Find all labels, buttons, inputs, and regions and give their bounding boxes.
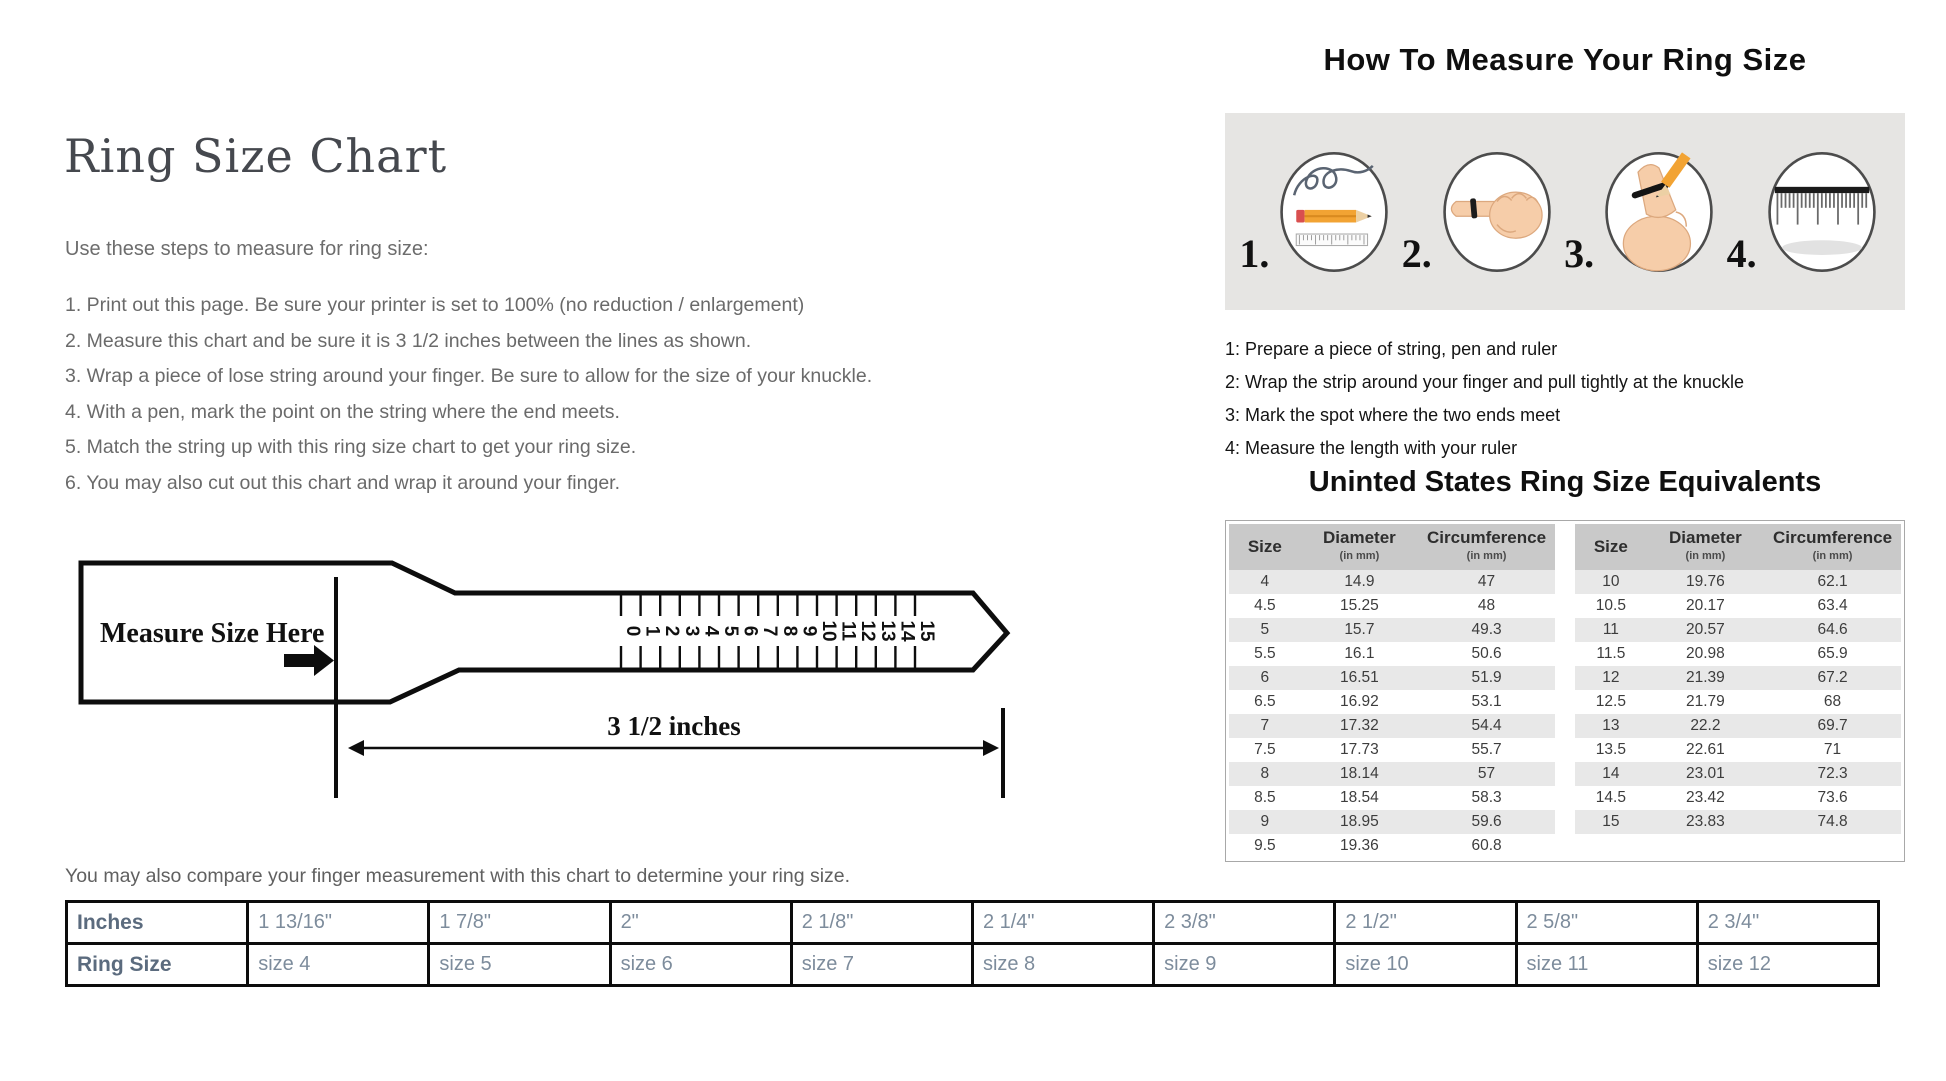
table-row <box>1575 666 1901 690</box>
table-header-circumference: Circumference (in mm) <box>1418 524 1555 570</box>
table-cell: 21.79 <box>1686 693 1725 710</box>
ruler-tick-label: 7 <box>759 625 781 637</box>
table-cell: 10 <box>1575 570 1647 594</box>
instruction-step: 2. Measure this chart and be sure it is 3 1/2 inches between the lines as shown. <box>65 329 752 352</box>
table-cell: 6.5 <box>1254 693 1276 710</box>
ruler-tick-label: 4 <box>700 625 722 637</box>
howto-illustration-3 <box>1564 147 1718 277</box>
howto-step-number: 4. <box>1726 230 1757 276</box>
table-cell <box>1647 834 1764 858</box>
table-cell: 19.76 <box>1647 570 1764 594</box>
table-cell: 53.1 <box>1471 693 1502 710</box>
table-cell: 11 <box>1575 618 1647 642</box>
table-cell: 8.5 <box>1254 789 1276 806</box>
ruler-tick-label: 2 <box>661 625 683 637</box>
ring-size-cell: size 6 <box>610 944 791 986</box>
table-header-size: Size <box>1575 524 1647 570</box>
table-cell: 7.5 <box>1254 741 1276 758</box>
table-row <box>1575 714 1901 738</box>
table-cell: 18.54 <box>1340 789 1379 806</box>
table-cell: 5 <box>1229 618 1301 642</box>
table-cell: 68 <box>1823 693 1842 710</box>
table-header-row <box>1575 524 1901 570</box>
inches-cell: 2 3/4" <box>1697 902 1878 944</box>
table-cell: 6 <box>1229 666 1301 690</box>
table-cell: 23.01 <box>1647 762 1764 786</box>
unit-label: (in mm) <box>1339 550 1380 562</box>
howto-step-number: 1. <box>1239 230 1270 276</box>
table-row <box>1575 690 1901 714</box>
table-row <box>1575 642 1901 666</box>
table-cell: 73.6 <box>1817 789 1848 806</box>
ruler-tick-label: 13 <box>876 620 898 642</box>
table-row <box>1229 714 1555 738</box>
table-cell: 55.7 <box>1471 741 1502 758</box>
ring-size-cell: size 9 <box>1154 944 1335 986</box>
table-cell <box>1575 834 1647 858</box>
table-cell: 65.9 <box>1817 645 1848 662</box>
table-cell: 22.61 <box>1686 741 1725 758</box>
table-cell: 7 <box>1229 714 1301 738</box>
inches-cell: 2 1/2" <box>1335 902 1516 944</box>
table-row <box>1229 570 1555 594</box>
table-cell: 9 <box>1229 810 1301 834</box>
ruler-tick-label: 1 <box>641 625 663 637</box>
howto-step-number: 3. <box>1564 230 1595 276</box>
inches-cell: 2 1/8" <box>791 902 972 944</box>
table-row <box>1575 594 1901 618</box>
table-row <box>1229 618 1555 642</box>
table-row <box>1575 834 1901 858</box>
table-cell: 60.8 <box>1471 837 1502 854</box>
table-cell: 71 <box>1823 741 1842 758</box>
howto-title: How To Measure Your Ring Size <box>1323 42 1807 77</box>
inches-cell: 2" <box>610 902 791 944</box>
instruction-step: 5. Match the string up with this ring size chart to get your ring size. <box>65 436 637 458</box>
inches-cell: 1 7/8" <box>429 902 610 944</box>
inches-row-label: Inches <box>67 902 248 944</box>
table-cell: 72.3 <box>1764 762 1901 786</box>
ruler-tick-label: 8 <box>778 625 800 637</box>
table-cell: 13.5 <box>1595 741 1626 758</box>
instruction-step: 6. You may also cut out this chart and wrap it around your finger. <box>65 471 620 494</box>
table-cell: 74.8 <box>1764 810 1901 834</box>
ruler-tick-label: 12 <box>857 620 879 642</box>
howto-illustration-4 <box>1726 147 1881 277</box>
table-cell: 9.5 <box>1254 837 1276 854</box>
table-cell: 48 <box>1477 597 1496 614</box>
table-cell: 8 <box>1229 762 1301 786</box>
string-pencil-ruler-icon <box>1275 147 1393 277</box>
ruler-tick-label: 5 <box>720 625 741 637</box>
unit-label: (in mm) <box>1466 550 1507 562</box>
ruler-tick-label: 6 <box>739 625 761 637</box>
table-cell: 14 <box>1575 762 1647 786</box>
table-cell: 54.4 <box>1418 714 1555 738</box>
table-cell: 49.3 <box>1418 618 1555 642</box>
ring-size-cell: size 8 <box>972 944 1153 986</box>
table-row <box>1229 810 1555 834</box>
table-cell: 69.7 <box>1764 714 1901 738</box>
table-cell: 59.6 <box>1418 810 1555 834</box>
finger-with-string-icon <box>1438 147 1556 277</box>
table-header-circumference: Circumference (in mm) <box>1764 524 1901 570</box>
table-cell: 15 <box>1575 810 1647 834</box>
measurement-label: 3 1/2 inches <box>607 711 741 741</box>
table-cell: 20.17 <box>1686 597 1725 614</box>
mark-spot-icon <box>1600 147 1718 277</box>
equivalents-tables <box>1225 520 1905 862</box>
instruction-step: 1. Print out this page. Be sure your printer is set to 100% (no reduction / enlargement) <box>65 294 805 316</box>
page-title: Ring Size Chart <box>64 128 448 183</box>
table-header-diameter: Diameter (in mm) <box>1301 524 1418 570</box>
table-cell: 18.14 <box>1301 762 1418 786</box>
ruler-tick-label: 3 <box>680 625 702 637</box>
measure-size-here-label: Measure Size Here <box>100 618 325 649</box>
table-cell: 22.2 <box>1647 714 1764 738</box>
ring-size-row <box>67 944 1879 986</box>
table-header-diameter: Diameter (in mm) <box>1647 524 1764 570</box>
inches-cell: 1 13/16" <box>248 902 429 944</box>
table-cell: 12 <box>1575 666 1647 690</box>
howto-step-number: 2. <box>1401 230 1432 276</box>
inches-cell: 2 5/8" <box>1516 902 1697 944</box>
equivalents-title: Uninted States Ring Size Equivalents <box>1308 466 1822 498</box>
table-cell: 67.2 <box>1764 666 1901 690</box>
unit-label: (in mm) <box>1685 550 1726 562</box>
howto-step: 2: Wrap the strip around your finger and pull tightly at the knuckle <box>1225 372 1744 392</box>
table-cell: 14.9 <box>1301 570 1418 594</box>
howto-step: 3: Mark the spot where the two ends meet <box>1225 405 1561 425</box>
table-cell: 23.83 <box>1647 810 1764 834</box>
howto-step: 4: Measure the length with your ruler <box>1225 438 1518 458</box>
ruler-tick-label: 11 <box>837 620 859 642</box>
howto-illustration-1 <box>1239 147 1393 277</box>
comparison-table <box>65 900 1880 987</box>
table-cell: 14.5 <box>1595 789 1626 806</box>
ring-size-cell: size 10 <box>1335 944 1516 986</box>
table-cell: 16.1 <box>1344 645 1375 662</box>
measurement-arrow <box>348 740 999 756</box>
table-cell: 20.98 <box>1686 645 1725 662</box>
table-cell: 5.5 <box>1254 645 1276 662</box>
table-row <box>1229 690 1555 714</box>
table-row <box>1575 762 1901 786</box>
ring-size-cell: size 4 <box>248 944 429 986</box>
unit-label: (in mm) <box>1812 550 1853 562</box>
table-cell: 11.5 <box>1596 645 1626 662</box>
table-cell: 17.73 <box>1340 741 1379 758</box>
ruler-tick-label: 14 <box>896 620 918 642</box>
equivalents-table-left <box>1229 524 1555 858</box>
ruler-icon <box>1763 147 1881 277</box>
table-row <box>1229 642 1555 666</box>
table-cell: 21.39 <box>1647 666 1764 690</box>
table-cell: 19.36 <box>1340 837 1379 854</box>
table-cell: 64.6 <box>1764 618 1901 642</box>
table-row <box>1229 594 1555 618</box>
table-row <box>1575 810 1901 834</box>
table-cell: 15.25 <box>1340 597 1379 614</box>
table-cell: 57 <box>1418 762 1555 786</box>
table-cell: 13 <box>1575 714 1647 738</box>
howto-illustration-2 <box>1401 147 1556 277</box>
table-cell: 15.7 <box>1301 618 1418 642</box>
ring-size-cell: size 5 <box>429 944 610 986</box>
table-row <box>1229 786 1555 810</box>
table-cell: 18.95 <box>1301 810 1418 834</box>
table-row <box>1229 834 1555 858</box>
table-cell: 51.9 <box>1418 666 1555 690</box>
table-cell: 10.5 <box>1595 597 1626 614</box>
table-cell: 12.5 <box>1595 693 1626 710</box>
ruler-tick-label: 15 <box>916 620 937 642</box>
table-row <box>1229 666 1555 690</box>
inches-cell: 2 3/8" <box>1154 902 1335 944</box>
ring-size-cell: size 7 <box>791 944 972 986</box>
howto-step-list <box>1225 333 1744 465</box>
table-cell: 20.57 <box>1647 618 1764 642</box>
table-row <box>1575 738 1901 762</box>
ruler-tick-label: 9 <box>798 625 820 637</box>
table-header-size: Size <box>1229 524 1301 570</box>
compare-note: You may also compare your finger measurement with this chart to determine your ring size. <box>65 864 851 887</box>
inches-row <box>67 902 1879 944</box>
table-cell: 4 <box>1229 570 1301 594</box>
table-cell: 58.3 <box>1471 789 1502 806</box>
ring-sizer-diagram <box>62 545 1012 835</box>
ring-size-row-label: Ring Size <box>67 944 248 986</box>
table-cell: 16.51 <box>1301 666 1418 690</box>
ring-size-cell: size 11 <box>1516 944 1697 986</box>
table-row <box>1575 618 1901 642</box>
table-cell: 50.6 <box>1471 645 1502 662</box>
table-cell: 63.4 <box>1817 597 1848 614</box>
table-cell: 62.1 <box>1764 570 1901 594</box>
equivalents-table-right <box>1575 524 1901 858</box>
table-row <box>1229 738 1555 762</box>
table-header-row <box>1229 524 1555 570</box>
table-row <box>1575 786 1901 810</box>
table-cell: 4.5 <box>1254 597 1276 614</box>
table-cell: 16.92 <box>1340 693 1379 710</box>
ruler-tick-label: 0 <box>622 625 643 637</box>
table-cell: 47 <box>1418 570 1555 594</box>
intro-text: Use these steps to measure for ring size: <box>65 238 429 260</box>
ring-size-cell: size 12 <box>1697 944 1878 986</box>
table-row <box>1575 570 1901 594</box>
howto-step: 1: Prepare a piece of string, pen and ruler <box>1225 339 1558 359</box>
instruction-step: 4. With a pen, mark the point on the string where the end meets. <box>65 400 620 423</box>
instruction-list <box>65 288 872 501</box>
inches-cell: 2 1/4" <box>972 902 1153 944</box>
ruler-tick-label: 10 <box>818 620 839 642</box>
howto-illustration-box <box>1225 113 1905 310</box>
table-cell <box>1764 834 1901 858</box>
table-cell: 23.42 <box>1686 789 1725 806</box>
instruction-step: 3. Wrap a piece of lose string around your finger. Be sure to allow for the size of your knuckle. <box>65 365 873 387</box>
table-row <box>1229 762 1555 786</box>
table-cell: 17.32 <box>1301 714 1418 738</box>
